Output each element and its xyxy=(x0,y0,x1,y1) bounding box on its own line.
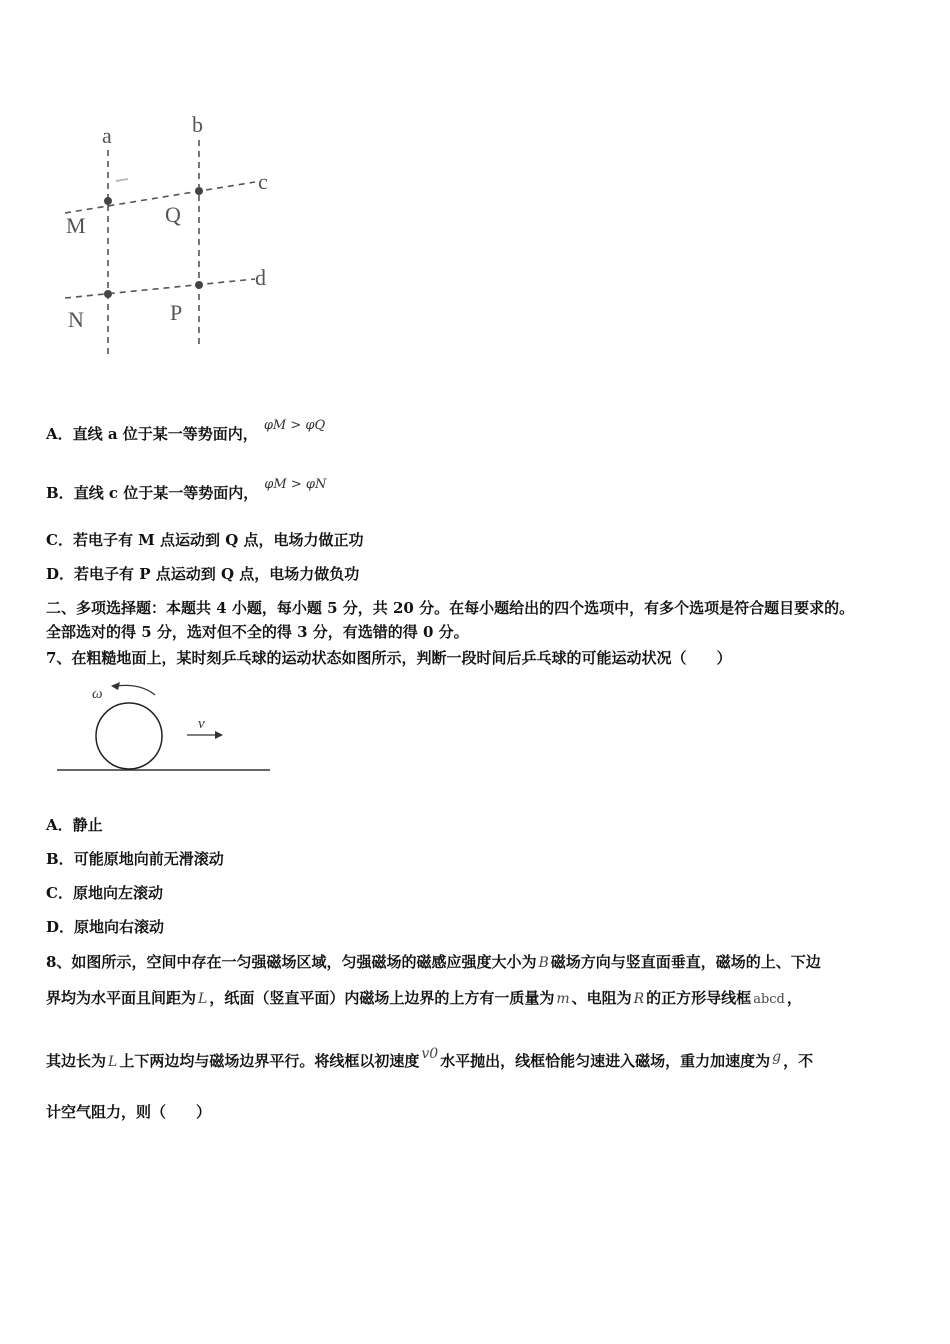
option-letter: A． xyxy=(46,425,73,443)
q8-line-4: 计空气阻力，则（ ） xyxy=(46,1103,212,1121)
q8-text: 水平抛出，线框恰能匀速进入磁场，重力加速度为 xyxy=(440,1052,771,1070)
label-M: M xyxy=(66,213,86,238)
q8-L: L xyxy=(198,991,208,1007)
q8-text: 的正方形导线框 xyxy=(646,989,752,1007)
option-text: 原地向左滚动 xyxy=(72,884,163,902)
q7-option-d[interactable] xyxy=(46,916,164,937)
q8-text: ，纸面（竖直平面）内磁场上边界的上方有一质量为 xyxy=(209,989,555,1007)
q6-option-b[interactable] xyxy=(46,477,327,503)
q8-text: 上下两边均与磁场边界平行。将线框以初速度 xyxy=(119,1052,420,1070)
section-2-line-2: 全部选对的得 5 分，选对但不全的得 3 分，有选错的得 0 分。 xyxy=(46,623,469,641)
omega-label: ω xyxy=(92,686,103,702)
q8-text: 其边长为 xyxy=(46,1052,107,1070)
q8-text: 8、如图所示，空间中存在一匀强磁场区域，匀强磁场的磁感应强度大小为 xyxy=(46,953,537,971)
figure-equipotential-lines xyxy=(50,105,300,360)
line-d xyxy=(65,279,255,298)
option-text: 可能原地向前无滑滚动 xyxy=(73,850,224,868)
q6-option-d[interactable] xyxy=(46,563,359,584)
option-letter: C． xyxy=(46,531,73,549)
q8-R: R xyxy=(633,991,645,1007)
label-c: c xyxy=(258,169,268,194)
option-letter: A． xyxy=(46,816,73,834)
option-math: φM > φN xyxy=(264,477,327,492)
q8-line-3 xyxy=(46,1046,814,1071)
option-text: 原地向右滚动 xyxy=(74,918,165,936)
q7-stem: 7、在粗糙地面上，某时刻乒乓球的运动状态如图所示，判断一段时间后乒乓球的可能运动状况（ ） xyxy=(46,649,732,667)
label-Q: Q xyxy=(165,202,181,227)
v-label: v xyxy=(198,716,205,732)
option-text: 若电子有 P 点运动到 Q 点，电场力做负功 xyxy=(74,565,360,583)
ball xyxy=(96,703,162,769)
q8-text: ， xyxy=(786,989,802,1007)
rotation-arrow xyxy=(117,685,155,695)
q7-option-c[interactable] xyxy=(46,882,163,903)
point-Q xyxy=(195,187,203,195)
option-text: 若电子有 M 点运动到 Q 点，电场力做正功 xyxy=(72,531,364,549)
q8-line-1 xyxy=(46,951,821,972)
option-letter: C． xyxy=(46,884,73,902)
label-N: N xyxy=(68,307,84,332)
q6-option-a[interactable] xyxy=(46,418,326,444)
point-M xyxy=(104,197,112,205)
option-letter: D． xyxy=(46,918,75,936)
option-text: 直线 c 位于某一等势面内， xyxy=(73,484,259,502)
q7-option-b[interactable] xyxy=(46,848,224,869)
label-d: d xyxy=(255,265,266,290)
q8-text: 、电阻为 xyxy=(571,989,632,1007)
label-a: a xyxy=(102,123,112,148)
option-math: φM > φQ xyxy=(263,418,326,433)
point-P xyxy=(195,281,203,289)
q8-text: 磁场方向与竖直面垂直，磁场的上、下边 xyxy=(550,953,821,971)
q8-abcd: abcd xyxy=(753,992,785,1007)
q8-text: 界均为水平面且间距为 xyxy=(46,989,197,1007)
q8-line-2 xyxy=(46,987,802,1008)
q7-option-a[interactable] xyxy=(46,814,103,835)
q8-g: g xyxy=(772,1049,782,1065)
option-letter: B． xyxy=(46,850,74,868)
q6-option-c[interactable] xyxy=(46,529,364,550)
option-text: 静止 xyxy=(72,816,103,834)
label-P: P xyxy=(170,300,183,325)
q8-m: m xyxy=(556,991,570,1007)
option-letter: D． xyxy=(46,565,75,583)
figure-ping-pong-ball xyxy=(55,675,275,775)
q8-L2: L xyxy=(108,1054,118,1070)
section-2-line-1: 二、多项选择题：本题共 4 小题，每小题 5 分，共 20 分。在每小题给出的四个选项中，有多个选项是符合题目要求的。 xyxy=(46,599,855,617)
q8-text: ，不 xyxy=(783,1052,814,1070)
label-b: b xyxy=(192,112,203,137)
option-letter: B． xyxy=(46,484,74,502)
line-c xyxy=(65,182,255,213)
q8-B: B xyxy=(538,955,549,971)
option-text: 直线 a 位于某一等势面内， xyxy=(72,425,258,443)
q8-v0: v0 xyxy=(421,1046,439,1062)
point-N xyxy=(104,290,112,298)
